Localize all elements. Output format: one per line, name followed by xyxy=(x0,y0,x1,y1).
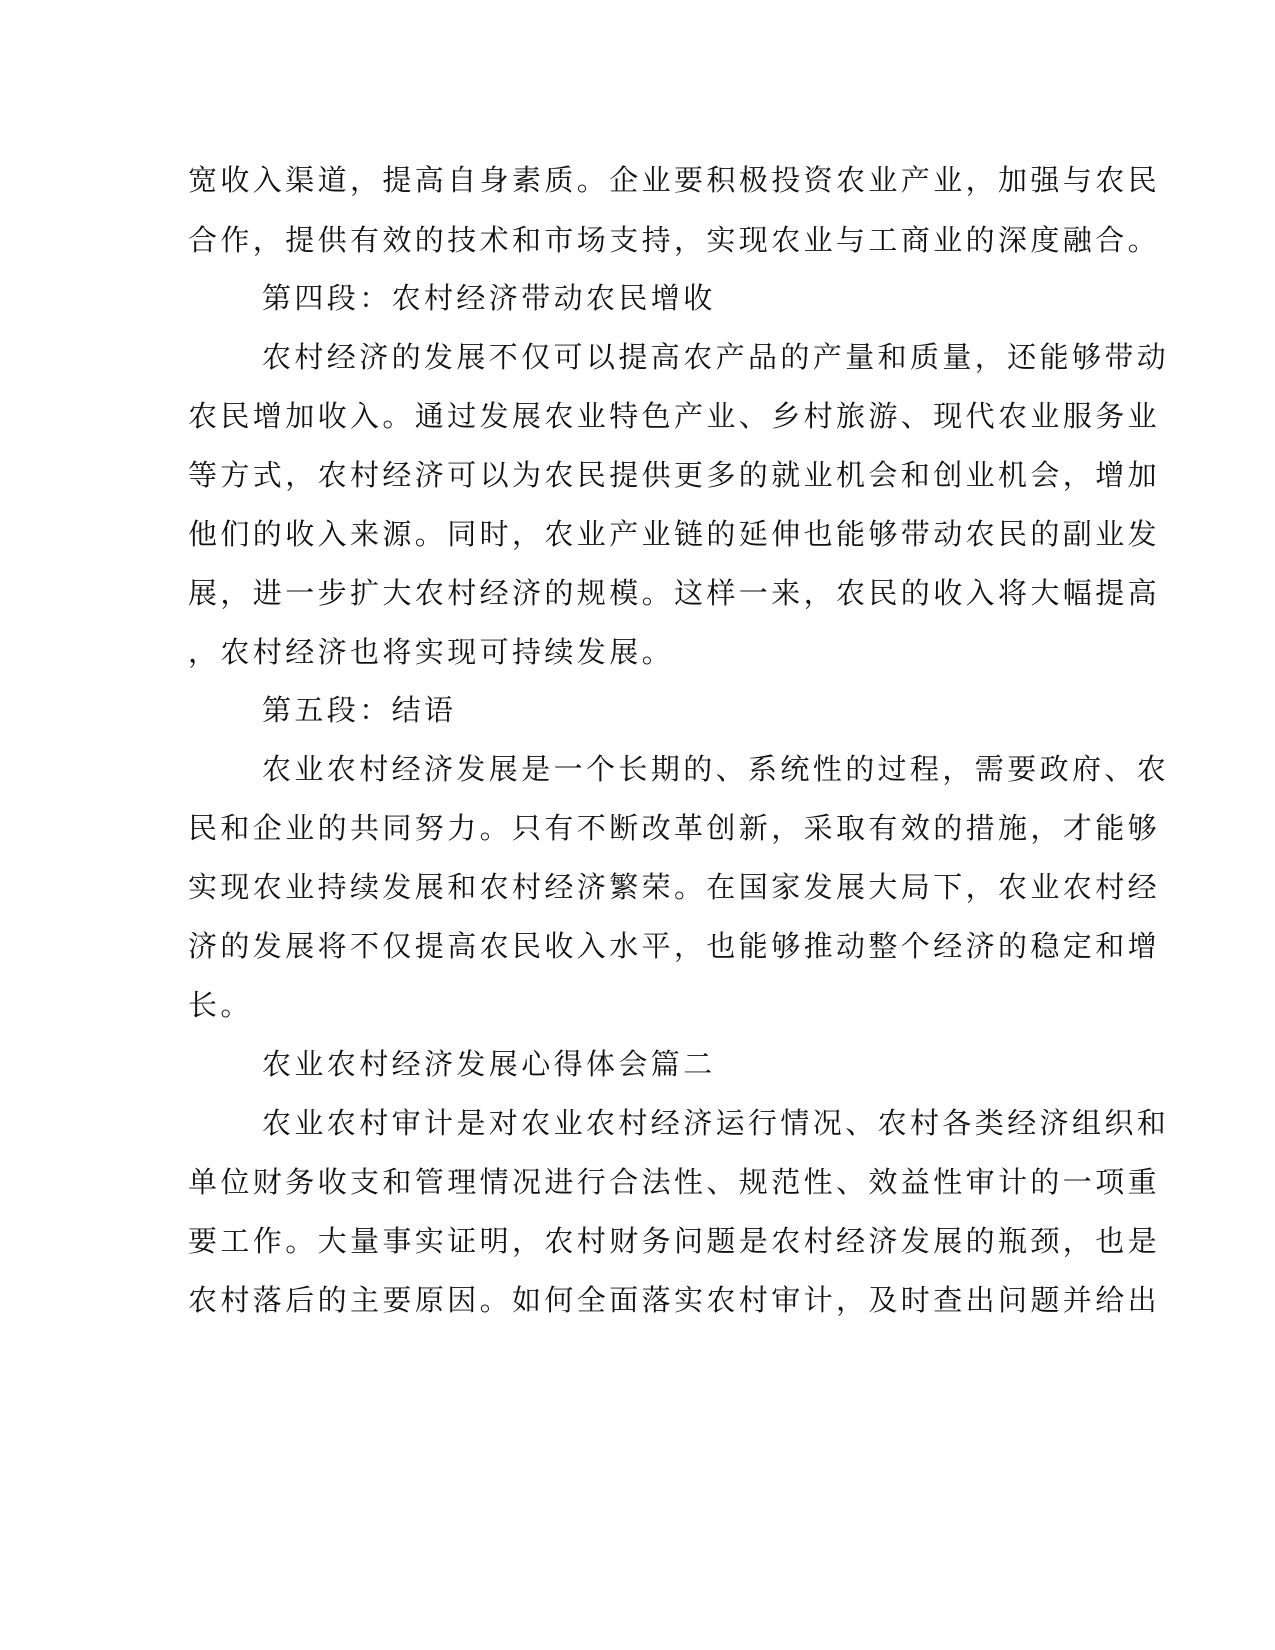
text-line: 长。 xyxy=(188,988,253,1022)
text-line: 农民增加收入。通过发展农业特色产业、乡村旅游、现代农业服务业 xyxy=(188,399,1161,433)
text-line: 实现农业持续发展和农村经济繁荣。在国家发展大局下，农业农村经 xyxy=(188,870,1161,904)
text-line: 他们的收入来源。同时，农业产业链的延伸也能够带动农民的副业发 xyxy=(188,517,1161,551)
text-line: 民和企业的共同努力。只有不断改革创新，采取有效的措施，才能够 xyxy=(188,811,1161,845)
section-heading: 第五段：结语 xyxy=(262,693,457,727)
text-line: 济的发展将不仅提高农民收入水平，也能够推动整个经济的稳定和增 xyxy=(188,929,1161,963)
section-heading: 第四段：农村经济带动农民增收 xyxy=(262,281,716,315)
paragraph-first-line: 农业农村审计是对农业农村经济运行情况、农村各类经济组织和 xyxy=(262,1106,1170,1140)
text-line: 单位财务收支和管理情况进行合法性、规范性、效益性审计的一项重 xyxy=(188,1165,1161,1199)
text-line: ，农村经济也将实现可持续发展。 xyxy=(188,635,675,669)
text-line: 农村落后的主要原因。如何全面落实农村审计，及时查出问题并给出 xyxy=(188,1283,1161,1317)
section-title: 农业农村经济发展心得体会篇二 xyxy=(262,1047,716,1081)
text-line: 要工作。大量事实证明，农村财务问题是农村经济发展的瓶颈，也是 xyxy=(188,1224,1161,1258)
text-line: 宽收入渠道，提高自身素质。企业要积极投资农业产业，加强与农民 xyxy=(188,163,1161,197)
paragraph-first-line: 农业农村经济发展是一个长期的、系统性的过程，需要政府、农 xyxy=(262,752,1170,786)
text-line: 等方式，农村经济可以为农民提供更多的就业机会和创业机会，增加 xyxy=(188,458,1161,492)
text-line: 合作，提供有效的技术和市场支持，实现农业与工商业的深度融合。 xyxy=(188,223,1161,257)
text-line: 展，进一步扩大农村经济的规模。这样一来，农民的收入将大幅提高 xyxy=(188,576,1161,610)
paragraph-first-line: 农村经济的发展不仅可以提高农产品的产量和质量，还能够带动 xyxy=(262,340,1170,374)
